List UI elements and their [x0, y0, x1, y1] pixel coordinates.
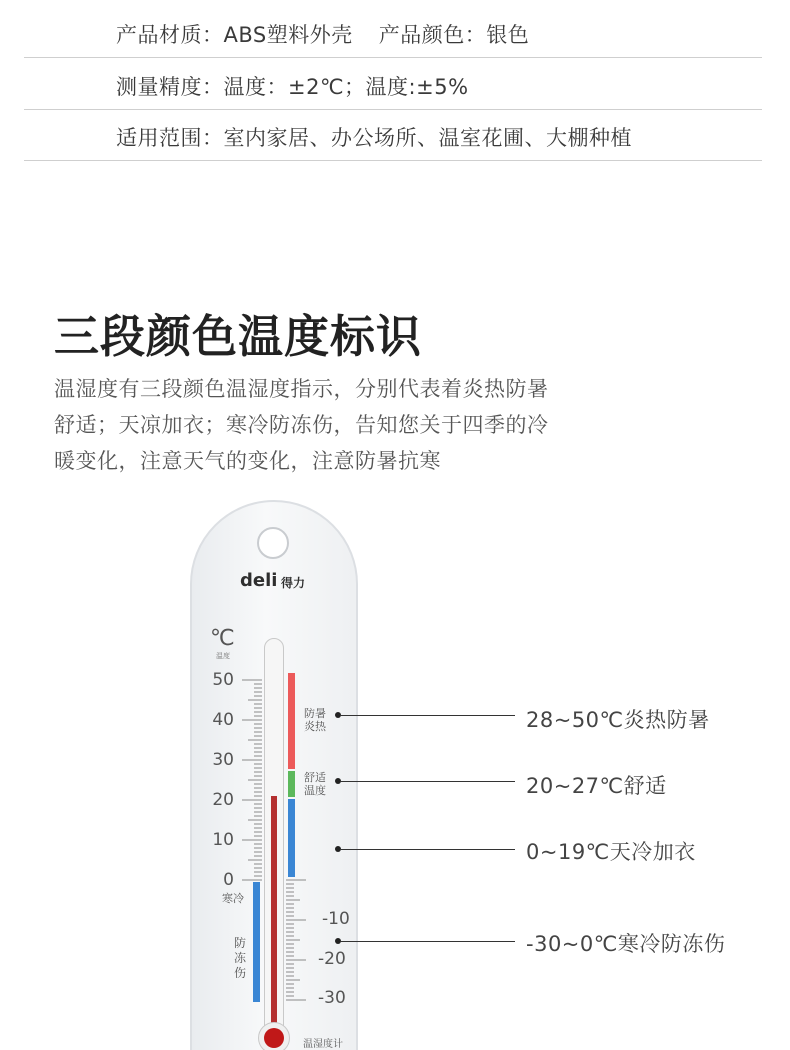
callout-line-cool: [340, 849, 515, 850]
callout-line-hot: [340, 715, 515, 716]
mercury-bulb: [264, 1028, 284, 1048]
spec-usage: 适用范围：室内家居、办公场所、温室花圃、大棚种植: [116, 126, 632, 150]
celsius-unit: ℃: [210, 626, 235, 651]
scale-label-20: 20: [212, 790, 234, 810]
scale-label-minus30: -30: [318, 988, 346, 1008]
hot-zone-label: 防暑 炎热: [304, 707, 326, 733]
scale-label-40: 40: [212, 710, 234, 730]
cool-zone-band: [288, 799, 295, 877]
scale-label-minus20: -20: [318, 949, 346, 969]
callout-line-comfort: [340, 781, 515, 782]
celsius-unit-sub: 温度: [216, 652, 230, 660]
description-line-2: 舒适；天凉加衣；寒冷防冻伤，告知您关于四季的冷: [54, 413, 549, 437]
spec-material: 产品材质：ABS塑料外壳: [116, 23, 353, 47]
frostbite-vertical-label: 防 冻 伤: [234, 936, 247, 980]
brand-logo: deli: [240, 570, 278, 591]
product-footer-label: 温湿度计: [303, 1039, 343, 1050]
callout-line-cold: [340, 941, 515, 942]
range-cool: 0~19℃天冷加衣: [526, 840, 696, 864]
spec-accuracy: 测量精度：温度：±2℃；温度:±5%: [116, 75, 469, 99]
mercury-column: [271, 796, 277, 1031]
brand-logo-cn: 得力: [281, 576, 306, 590]
cold-zone-label: 寒冷: [222, 892, 244, 905]
scale-label-0: 0: [223, 870, 234, 890]
scale-label-10: 10: [212, 830, 234, 850]
description-line-3: 暖变化，注意天气的变化，注意防暑抗寒: [54, 449, 441, 473]
cold-zone-band: [253, 882, 260, 1002]
scale-label-minus10: -10: [322, 909, 350, 929]
comfort-zone-label: 舒适 温度: [304, 771, 326, 797]
comfort-zone-band: [288, 771, 295, 797]
scale-label-30: 30: [212, 750, 234, 770]
scale-label-50: 50: [212, 670, 234, 690]
spec-color: 产品颜色：银色: [378, 23, 530, 47]
range-cold: -30~0℃寒冷防冻伤: [526, 932, 726, 956]
range-hot: 28~50℃炎热防暑: [526, 708, 710, 732]
description-line-1: 温湿度有三段颜色温湿度指示，分别代表着炎热防暑: [54, 377, 549, 401]
range-comfort: 20~27℃舒适: [526, 774, 667, 798]
hot-zone-band: [288, 673, 295, 769]
section-title: 三段颜色温度标识: [54, 310, 423, 363]
